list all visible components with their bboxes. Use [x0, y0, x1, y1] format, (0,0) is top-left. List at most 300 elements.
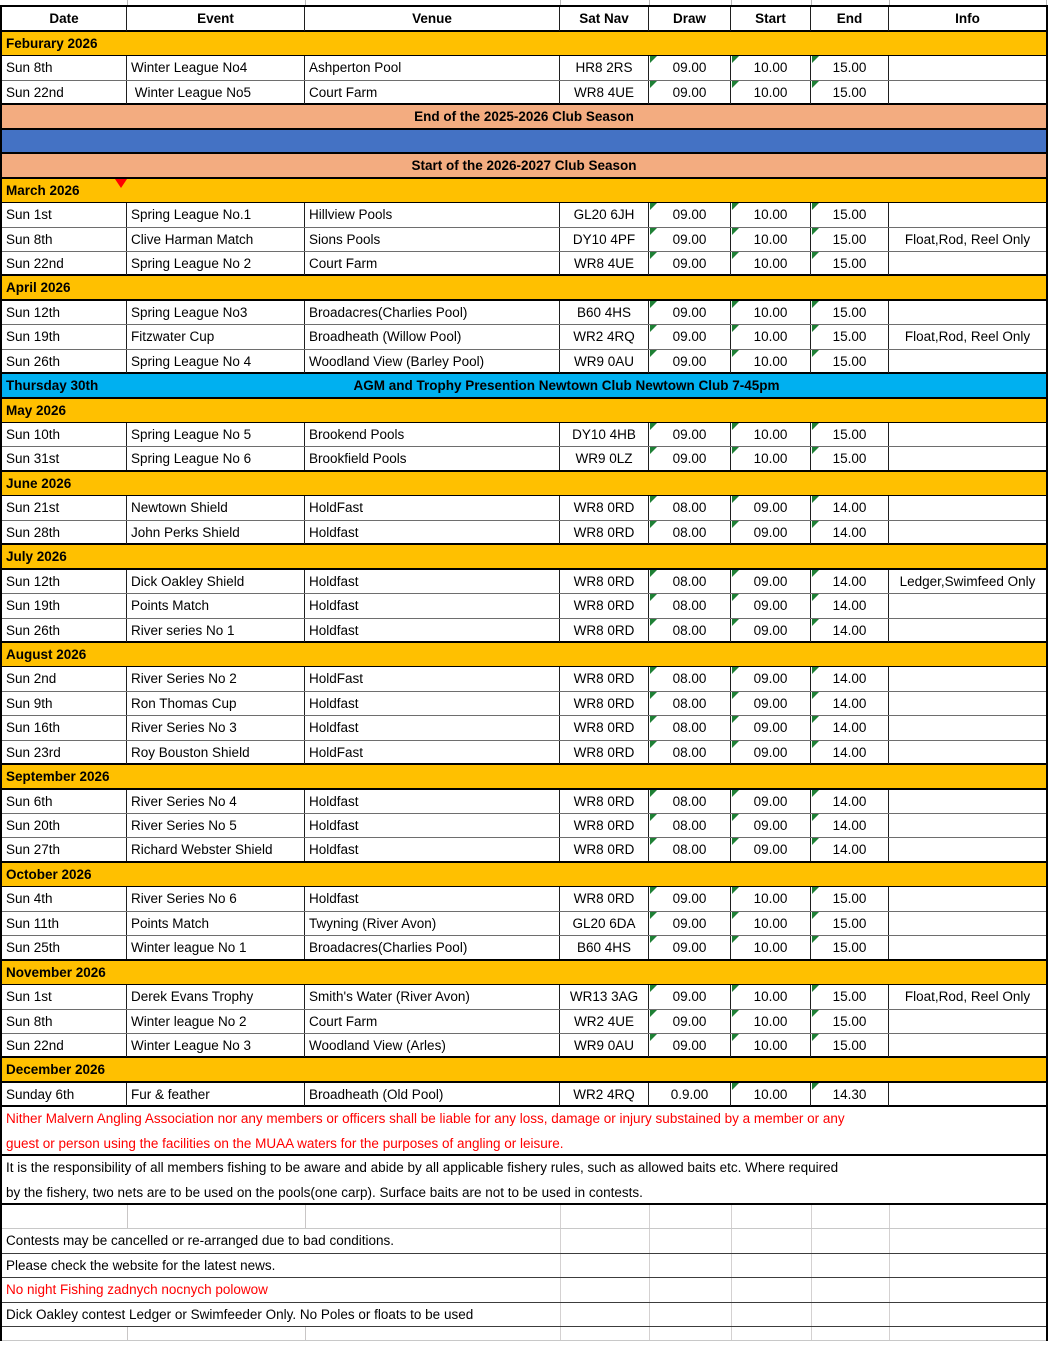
- error-flag-icon: [812, 838, 819, 845]
- error-flag-icon: [732, 716, 739, 723]
- error-flag-icon: [732, 56, 739, 63]
- info-cell: [889, 887, 1046, 910]
- venue-cell: Court Farm: [305, 252, 560, 275]
- draw-cell: 09.00: [649, 252, 731, 275]
- end-cell: 15.00: [811, 81, 889, 104]
- venue-cell: Broadacres(Charlies Pool): [305, 936, 560, 959]
- satnav-cell: WR8 4UE: [560, 81, 649, 104]
- error-flag-icon: [650, 985, 657, 992]
- start-cell: 10.00: [731, 1083, 811, 1106]
- error-flag-icon: [732, 1083, 739, 1090]
- info-cell: [889, 790, 1046, 813]
- column-header-event: [127, 7, 305, 31]
- info-cell: [889, 81, 1046, 104]
- date-cell: Sun 10th: [2, 423, 127, 446]
- info-cell: [889, 594, 1046, 617]
- event-cell: River Series No 2: [127, 667, 305, 690]
- event-cell: River Series No 3: [127, 716, 305, 739]
- note-row: [2, 1254, 1046, 1278]
- info-cell: [889, 741, 1046, 764]
- start-cell: 09.00: [731, 814, 811, 837]
- end-cell: 15.00: [811, 325, 889, 348]
- event-cell: Fitzwater Cup: [127, 325, 305, 348]
- event-row: [2, 496, 1046, 520]
- draw-cell: 09.00: [649, 228, 731, 251]
- venue-cell: Holdfast: [305, 594, 560, 617]
- start-cell: 09.00: [731, 667, 811, 690]
- column-header-label: Draw: [672, 11, 706, 26]
- month-header-cell: October 2026: [2, 863, 1046, 886]
- error-flag-icon: [650, 56, 657, 63]
- info-cell: [889, 692, 1046, 715]
- satnav-cell: WR8 0RD: [560, 887, 649, 910]
- error-flag-icon: [812, 301, 819, 308]
- event-cell: Spring League No3: [127, 301, 305, 324]
- event-row: [2, 985, 1046, 1009]
- start-cell: 09.00: [731, 790, 811, 813]
- start-cell: 09.00: [731, 838, 811, 861]
- venue-cell: Sions Pools: [305, 228, 560, 251]
- event-cell: Richard Webster Shield: [127, 838, 305, 861]
- date-cell: Sun 26th: [2, 619, 127, 642]
- error-flag-icon: [732, 228, 739, 235]
- end-cell: 15.00: [811, 1034, 889, 1057]
- error-flag-icon: [812, 203, 819, 210]
- draw-cell: 08.00: [649, 838, 731, 861]
- error-flag-icon: [650, 619, 657, 626]
- event-row: [2, 619, 1046, 643]
- event-cell: Roy Bouston Shield: [127, 741, 305, 764]
- event-cell: River Series No 5: [127, 814, 305, 837]
- info-cell: [889, 496, 1046, 519]
- month-header-cell: May 2026: [2, 399, 1046, 422]
- end-cell: 14.00: [811, 570, 889, 593]
- month-row: [2, 32, 1046, 56]
- empty-row: [2, 1205, 1046, 1229]
- start-cell: 10.00: [731, 350, 811, 373]
- date-cell: Sun 8th: [2, 1010, 127, 1033]
- draw-cell: 09.00: [649, 447, 731, 470]
- draw-cell: 09.00: [649, 301, 731, 324]
- info-cell: [889, 350, 1046, 373]
- date-cell: Sun 25th: [2, 936, 127, 959]
- event-row: [2, 838, 1046, 862]
- event-cell: Winter league No 2: [127, 1010, 305, 1033]
- agm-date-cell: Thursday 30th: [6, 378, 99, 394]
- error-flag-icon: [812, 1083, 819, 1090]
- error-flag-icon: [812, 912, 819, 919]
- season-banner-cell: Start of the 2026-2027 Club Season: [2, 154, 1046, 177]
- start-cell: 09.00: [731, 594, 811, 617]
- satnav-cell: WR2 4RQ: [560, 325, 649, 348]
- event-row: [2, 56, 1046, 80]
- info-cell: [889, 521, 1046, 544]
- draw-cell: 08.00: [649, 692, 731, 715]
- month-header-cell: June 2026: [2, 472, 1046, 495]
- venue-cell: Hillview Pools: [305, 203, 560, 226]
- event-row: [2, 790, 1046, 814]
- end-cell: 14.00: [811, 496, 889, 519]
- venue-cell: Twyning (River Avon): [305, 912, 560, 935]
- note-text: Nither Malvern Angling Association nor any members or officers shall be liable for any loss, damage or injury substained by a member or any: [6, 1111, 850, 1126]
- error-flag-icon: [812, 692, 819, 699]
- start-cell: 10.00: [731, 1010, 811, 1033]
- column-header-satnav: [560, 7, 649, 31]
- satnav-cell: WR8 0RD: [560, 594, 649, 617]
- venue-cell: Holdfast: [305, 814, 560, 837]
- error-flag-icon: [732, 350, 739, 357]
- satnav-cell: GL20 6DA: [560, 912, 649, 935]
- satnav-cell: WR2 4RQ: [560, 1083, 649, 1106]
- venue-cell: Woodland View (Arles): [305, 1034, 560, 1057]
- date-cell: Sun 1st: [2, 985, 127, 1008]
- event-row: [2, 350, 1046, 374]
- event-cell: Fur & feather: [127, 1083, 305, 1106]
- end-cell: 14.00: [811, 814, 889, 837]
- column-header-start: [731, 7, 811, 31]
- info-cell: [889, 252, 1046, 275]
- end-cell: 15.00: [811, 447, 889, 470]
- error-flag-icon: [732, 301, 739, 308]
- start-cell: 09.00: [731, 619, 811, 642]
- event-cell: Winter League No 3: [127, 1034, 305, 1057]
- error-flag-icon: [732, 594, 739, 601]
- start-cell: 10.00: [731, 447, 811, 470]
- error-flag-icon: [732, 570, 739, 577]
- date-cell: Sun 16th: [2, 716, 127, 739]
- error-flag-icon: [650, 570, 657, 577]
- draw-cell: 08.00: [649, 570, 731, 593]
- error-flag-icon: [812, 423, 819, 430]
- bluebar-row: [2, 130, 1046, 154]
- date-cell: Sun 12th: [2, 301, 127, 324]
- event-row: [2, 301, 1046, 325]
- satnav-cell: WR9 0LZ: [560, 447, 649, 470]
- event-cell: Spring League No.1: [127, 203, 305, 226]
- error-flag-icon: [732, 838, 739, 845]
- event-cell: Clive Harman Match: [127, 228, 305, 251]
- error-flag-icon: [812, 741, 819, 748]
- start-cell: 09.00: [731, 496, 811, 519]
- venue-cell: Brookfield Pools: [305, 447, 560, 470]
- error-flag-icon: [650, 1034, 657, 1041]
- event-row: [2, 1010, 1046, 1034]
- month-row: [2, 961, 1046, 985]
- column-header-venue: [305, 7, 560, 31]
- venue-cell: Holdfast: [305, 692, 560, 715]
- month-row: [2, 863, 1046, 887]
- error-flag-icon: [650, 814, 657, 821]
- start-cell: 10.00: [731, 887, 811, 910]
- draw-cell: 09.00: [649, 81, 731, 104]
- error-flag-icon: [732, 447, 739, 454]
- error-flag-icon: [650, 741, 657, 748]
- date-cell: Sun 21st: [2, 496, 127, 519]
- start-cell: 09.00: [731, 741, 811, 764]
- error-flag-icon: [812, 1010, 819, 1017]
- date-cell: Sun 19th: [2, 325, 127, 348]
- draw-cell: 09.00: [649, 1010, 731, 1033]
- satnav-cell: WR9 0AU: [560, 1034, 649, 1057]
- error-flag-icon: [650, 594, 657, 601]
- event-row: [2, 667, 1046, 691]
- error-flag-icon: [812, 1034, 819, 1041]
- end-cell: 15.00: [811, 301, 889, 324]
- start-cell: 10.00: [731, 252, 811, 275]
- info-cell: Float,Rod, Reel Only: [904, 329, 1031, 345]
- error-flag-icon: [650, 716, 657, 723]
- info-cell: [889, 912, 1046, 935]
- venue-cell: Broadheath (Willow Pool): [305, 325, 560, 348]
- note-text: It is the responsibility of all members fishing to be aware and abide by all applicable fishery rules, such as allowed baits etc. Where required: [6, 1160, 843, 1175]
- bignote-row: [2, 1156, 1046, 1205]
- date-cell: Sun 28th: [2, 521, 127, 544]
- start-cell: 09.00: [731, 692, 811, 715]
- info-cell: [889, 619, 1046, 642]
- draw-cell: 09.00: [649, 985, 731, 1008]
- end-cell: 15.00: [811, 985, 889, 1008]
- event-cell: River Series No 4: [127, 790, 305, 813]
- error-flag-icon: [812, 619, 819, 626]
- error-flag-icon: [732, 912, 739, 919]
- end-cell: 14.00: [811, 594, 889, 617]
- month-header-cell: November 2026: [2, 961, 1046, 984]
- satnav-cell: HR8 2RS: [560, 56, 649, 79]
- start-cell: 10.00: [731, 81, 811, 104]
- event-row: [2, 81, 1046, 105]
- event-cell: River Series No 6: [127, 887, 305, 910]
- note-text: Please check the website for the latest news.: [6, 1258, 280, 1273]
- season-banner-cell: End of the 2025-2026 Club Season: [2, 105, 1046, 128]
- event-cell: Spring League No 2: [127, 252, 305, 275]
- draw-cell: 08.00: [649, 790, 731, 813]
- error-flag-icon: [812, 985, 819, 992]
- error-flag-icon: [812, 521, 819, 528]
- end-cell: 15.00: [811, 228, 889, 251]
- satnav-cell: B60 4HS: [560, 301, 649, 324]
- error-flag-icon: [732, 790, 739, 797]
- satnav-cell: DY10 4HB: [560, 423, 649, 446]
- event-row: [2, 887, 1046, 911]
- draw-cell: 0.9.00: [649, 1083, 731, 1106]
- date-cell: Sun 2nd: [2, 667, 127, 690]
- start-cell: 09.00: [731, 716, 811, 739]
- error-flag-icon: [812, 887, 819, 894]
- info-cell: [889, 838, 1046, 861]
- info-cell: [889, 936, 1046, 959]
- start-cell: 10.00: [731, 985, 811, 1008]
- event-row: [2, 741, 1046, 765]
- end-cell: 15.00: [811, 350, 889, 373]
- venue-cell: HoldFast: [305, 496, 560, 519]
- satnav-cell: WR8 0RD: [560, 716, 649, 739]
- event-row: [2, 1034, 1046, 1058]
- event-cell: Points Match: [127, 912, 305, 935]
- end-cell: 15.00: [811, 423, 889, 446]
- venue-cell: Broadacres(Charlies Pool): [305, 301, 560, 324]
- error-flag-icon: [732, 496, 739, 503]
- draw-cell: 08.00: [649, 521, 731, 544]
- end-cell: 14.00: [811, 692, 889, 715]
- end-cell: 14.30: [811, 1083, 889, 1106]
- draw-cell: 08.00: [649, 594, 731, 617]
- column-header-label: End: [836, 11, 863, 26]
- venue-cell: Ashperton Pool: [305, 56, 560, 79]
- satnav-cell: WR8 0RD: [560, 790, 649, 813]
- event-cell: Winter League No5: [127, 81, 305, 104]
- satnav-cell: WR8 0RD: [560, 570, 649, 593]
- error-flag-icon: [812, 496, 819, 503]
- event-row: [2, 228, 1046, 252]
- start-cell: 10.00: [731, 228, 811, 251]
- error-flag-icon: [650, 203, 657, 210]
- info-cell: [889, 1083, 1046, 1106]
- error-flag-icon: [812, 570, 819, 577]
- date-cell: Sun 8th: [2, 56, 127, 79]
- event-row: [2, 936, 1046, 960]
- event-cell: Spring League No 6: [127, 447, 305, 470]
- comment-marker-icon: [115, 179, 127, 188]
- note-line: [6, 1107, 1046, 1131]
- event-row: [2, 521, 1046, 545]
- month-row: [2, 179, 1046, 203]
- date-cell: Sun 27th: [2, 838, 127, 861]
- event-row: [2, 423, 1046, 447]
- end-cell: 15.00: [811, 912, 889, 935]
- satnav-cell: WR8 0RD: [560, 496, 649, 519]
- end-cell: 15.00: [811, 252, 889, 275]
- end-cell: 15.00: [811, 936, 889, 959]
- draw-cell: 09.00: [649, 887, 731, 910]
- info-cell: [889, 301, 1046, 324]
- date-cell: Sun 9th: [2, 692, 127, 715]
- start-cell: 10.00: [731, 325, 811, 348]
- end-cell: 14.00: [811, 667, 889, 690]
- satnav-cell: WR8 0RD: [560, 619, 649, 642]
- start-cell: 10.00: [731, 936, 811, 959]
- error-flag-icon: [650, 936, 657, 943]
- venue-cell: HoldFast: [305, 667, 560, 690]
- month-header-cell: July 2026: [2, 545, 1046, 568]
- draw-cell: 08.00: [649, 741, 731, 764]
- note-text: Contests may be cancelled or re-arranged due to bad conditions.: [6, 1233, 399, 1248]
- info-cell: Ledger,Swimfeed Only: [899, 573, 1036, 589]
- error-flag-icon: [650, 252, 657, 259]
- date-cell: Sun 31st: [2, 447, 127, 470]
- month-row: [2, 472, 1046, 496]
- note-line: [6, 1132, 1046, 1156]
- date-cell: Sun 23rd: [2, 741, 127, 764]
- venue-cell: Woodland View (Barley Pool): [305, 350, 560, 373]
- error-flag-icon: [650, 423, 657, 430]
- error-flag-icon: [732, 692, 739, 699]
- error-flag-icon: [732, 619, 739, 626]
- error-flag-icon: [732, 81, 739, 88]
- column-header-info: [889, 7, 1046, 31]
- note-line: [6, 1181, 1046, 1205]
- error-flag-icon: [650, 228, 657, 235]
- event-row: [2, 716, 1046, 740]
- draw-cell: 09.00: [649, 912, 731, 935]
- error-flag-icon: [650, 912, 657, 919]
- satnav-cell: WR9 0AU: [560, 350, 649, 373]
- error-flag-icon: [732, 814, 739, 821]
- column-header-label: Sat Nav: [579, 11, 629, 26]
- error-flag-icon: [812, 667, 819, 674]
- error-flag-icon: [732, 521, 739, 528]
- error-flag-icon: [812, 936, 819, 943]
- info-cell: [889, 667, 1046, 690]
- info-cell: [889, 814, 1046, 837]
- error-flag-icon: [812, 350, 819, 357]
- draw-cell: 09.00: [649, 203, 731, 226]
- end-cell: 15.00: [811, 56, 889, 79]
- satnav-cell: WR8 0RD: [560, 838, 649, 861]
- error-flag-icon: [732, 325, 739, 332]
- error-flag-icon: [650, 496, 657, 503]
- start-cell: 10.00: [731, 56, 811, 79]
- date-cell: Sun 20th: [2, 814, 127, 837]
- error-flag-icon: [812, 790, 819, 797]
- note-row: [2, 1303, 1046, 1327]
- error-flag-icon: [812, 594, 819, 601]
- event-row: [2, 692, 1046, 716]
- note-text: guest or person using the facilities on the MUAA waters for the purposes of angling or leisure.: [6, 1136, 569, 1151]
- month-row: [2, 276, 1046, 300]
- date-cell: Sun 8th: [2, 228, 127, 251]
- venue-cell: Brookend Pools: [305, 423, 560, 446]
- error-flag-icon: [650, 692, 657, 699]
- event-cell: Winter League No4: [127, 56, 305, 79]
- info-cell: [889, 203, 1046, 226]
- info-cell: [889, 56, 1046, 79]
- draw-cell: 09.00: [649, 325, 731, 348]
- date-cell: Sun 22nd: [2, 81, 127, 104]
- venue-cell: Holdfast: [305, 716, 560, 739]
- end-cell: 14.00: [811, 619, 889, 642]
- info-cell: Float,Rod, Reel Only: [904, 231, 1031, 247]
- info-cell: [889, 1010, 1046, 1033]
- error-flag-icon: [650, 667, 657, 674]
- season-row: [2, 154, 1046, 178]
- event-row: [2, 814, 1046, 838]
- error-flag-icon: [812, 325, 819, 332]
- end-cell: 15.00: [811, 887, 889, 910]
- month-row: [2, 643, 1046, 667]
- draw-cell: 08.00: [649, 667, 731, 690]
- satnav-cell: WR8 0RD: [560, 521, 649, 544]
- month-header-cell: August 2026: [2, 643, 1046, 666]
- error-flag-icon: [650, 790, 657, 797]
- error-flag-icon: [650, 887, 657, 894]
- event-cell: Spring League No 4: [127, 350, 305, 373]
- event-cell: John Perks Shield: [127, 521, 305, 544]
- column-header-label: Info: [955, 11, 980, 26]
- error-flag-icon: [732, 1034, 739, 1041]
- error-flag-icon: [650, 325, 657, 332]
- event-row: [2, 1083, 1046, 1107]
- draw-cell: 09.00: [649, 936, 731, 959]
- end-cell: 14.00: [811, 521, 889, 544]
- venue-cell: Holdfast: [305, 521, 560, 544]
- event-cell: River series No 1: [127, 619, 305, 642]
- info-cell: Float,Rod, Reel Only: [904, 989, 1031, 1005]
- agm-row: [2, 374, 1046, 398]
- error-flag-icon: [812, 716, 819, 723]
- event-row: [2, 570, 1046, 594]
- event-row: [2, 912, 1046, 936]
- draw-cell: 09.00: [649, 56, 731, 79]
